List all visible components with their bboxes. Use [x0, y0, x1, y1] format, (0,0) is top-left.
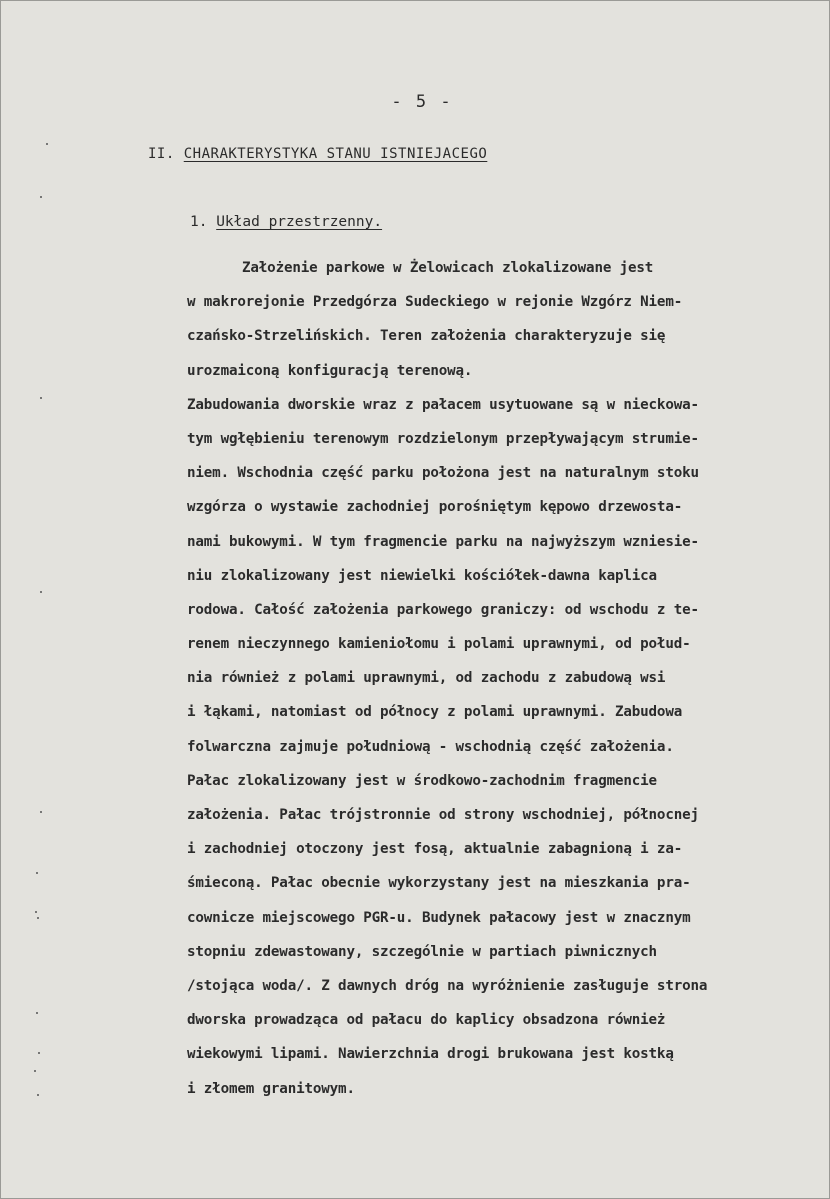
- text-line: niem. Wschodnia część parku położona jest na naturalnym stoku: [187, 465, 699, 482]
- text-line: założenia. Pałac trójstronnie od strony wschodniej, północnej: [187, 807, 699, 823]
- scan-speck: [36, 1012, 38, 1014]
- scan-speck: [34, 1070, 36, 1072]
- chapter-title: CHARAKTERYSTYKA STANU ISTNIEJACEGO: [183, 146, 488, 162]
- section-heading: [190, 214, 382, 230]
- text-line: nami bukowymi. W tym fragmencie parku na najwyższym wzniesie-: [187, 533, 699, 550]
- scan-speck: [40, 397, 42, 399]
- text-line: w makrorejonie Przedgórza Sudeckiego w rejonie Wzgórz Niem-: [187, 294, 683, 311]
- text-line: stopniu zdewastowany, szczególnie w partiach piwnicznych: [187, 943, 657, 960]
- text-line: dworska prowadząca od pałacu do kaplicy obsadzona również: [187, 1012, 666, 1029]
- chapter-heading: [148, 146, 487, 162]
- scan-speck: [36, 872, 38, 874]
- text-line: folwarczna zajmuje południową - wschodnią część założenia.: [187, 738, 674, 755]
- scan-speck: [40, 591, 42, 593]
- scan-speck: [40, 811, 42, 813]
- text-line: i złomem granitowym.: [187, 1080, 355, 1097]
- scan-speck: [38, 1052, 40, 1054]
- text-line: i zachodniej otoczony jest fosą, aktualnie zabagnioną i za-: [187, 841, 683, 858]
- scan-speck: [40, 196, 42, 198]
- text-line: Pałac zlokalizowany jest w środkowo-zachodnim fragmencie: [187, 772, 657, 789]
- text-line: tym wgłębieniu terenowym rozdzielonym przepływającym strumie-: [187, 430, 699, 447]
- text-line: niu zlokalizowany jest niewielki kościółek-dawna kaplica: [187, 567, 657, 584]
- scan-speck: [37, 1094, 39, 1096]
- text-line: urozmaiconą konfiguracją terenową.: [187, 362, 473, 379]
- text-line: cownicze miejscowego PGR-u. Budynek pałacowy jest w znacznym: [187, 909, 691, 926]
- text-line: rodowa. Całość założenia parkowego graniczy: od wschodu z te-: [187, 601, 699, 618]
- text-line: Założenie parkowe w Żelowicach zlokalizowane jest: [242, 260, 654, 276]
- section-title: Układ przestrzenny.: [216, 214, 383, 230]
- scan-speck: [37, 917, 39, 919]
- text-line: Zabudowania dworskie wraz z pałacem usytuowane są w nieckowa-: [187, 396, 699, 413]
- section-number: 1.: [190, 214, 208, 230]
- page-number: - 5 -: [391, 92, 453, 112]
- text-line: renem nieczynnego kamieniołomu i polami uprawnymi, od połud-: [187, 636, 691, 653]
- text-line: wiekowymi lipami. Nawierzchnia drogi brukowana jest kostką: [187, 1046, 674, 1063]
- text-line: śmieconą. Pałac obecnie wykorzystany jest na mieszkania pra-: [187, 875, 691, 892]
- scan-speck: [35, 911, 37, 913]
- text-line: czańsko-Strzelińskich. Teren założenia charakteryzuje się: [187, 328, 666, 345]
- chapter-number: II.: [148, 146, 175, 162]
- scan-speck: [46, 143, 48, 145]
- text-line: wzgórza o wystawie zachodniej porośniętym kępowo drzewosta-: [187, 499, 683, 516]
- text-line: nia również z polami uprawnymi, od zachodu z zabudową wsi: [187, 670, 666, 687]
- text-line: i łąkami, natomiast od północy z polami uprawnymi. Zabudowa: [187, 704, 683, 721]
- text-line: /stojąca woda/. Z dawnych dróg na wyróżnienie zasługuje strona: [187, 977, 708, 994]
- body-text: [187, 256, 812, 1111]
